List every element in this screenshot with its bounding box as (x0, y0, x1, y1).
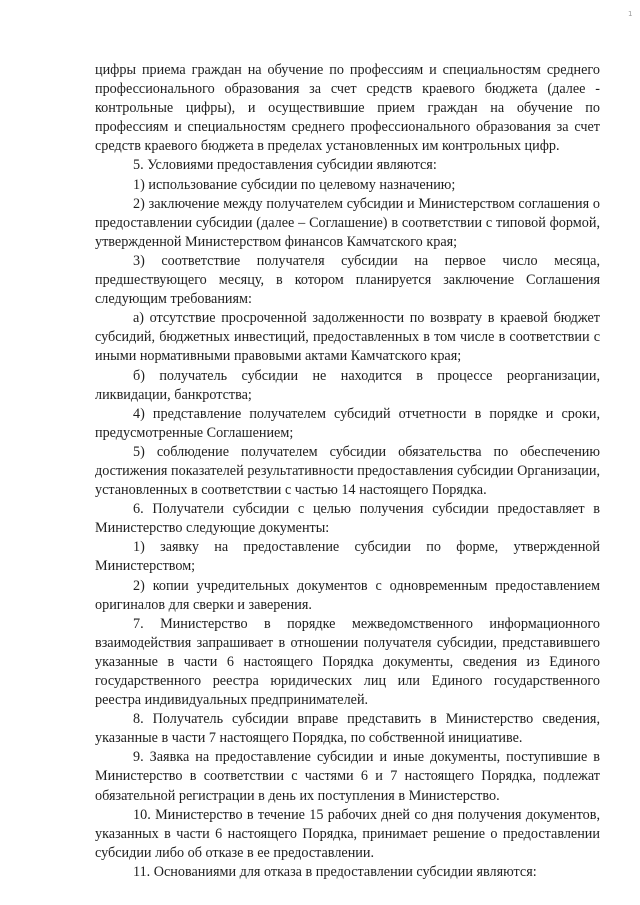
paragraph-clause-5-item-5: 5) соблюдение получателем субсидии обязательства по обеспечению достижения показателей результативности предоставления субсидии Организации, установленных в соответствии с частью 14 настоящего Порядка. (95, 443, 600, 499)
paragraph-clause-9: 9. Заявка на предоставление субсидии и иные документы, поступившие в Министерство в соответствии с частями 6 и 7 настоящего Порядка, подлежат обязательной регистрации в день их поступления в Министерство. (95, 749, 600, 804)
document-body (95, 61, 600, 882)
paragraph-clause-5-item-2: 2) заключение между получателем субсидии и Министерством соглашения о предоставлении субсидии (далее – Соглашение) в соответствии с типовой формой, утвержденной Министерством финансов Камчатского края; (95, 195, 600, 250)
paragraph-clause-5-item-3b: б) получатель субсидии не находится в процессе реорганизации, ликвидации, банкротства; (95, 367, 600, 403)
paragraph-clause-10: 10. Министерство в течение 15 рабочих дней со дня получения документов, указанных в части 6 настоящего Порядка, принимает решение о предоставлении субсидии либо об отказе в ее предоставлении. (95, 806, 600, 861)
paragraph-clause-6-item-2: 2) копии учредительных документов с одновременным предоставлением оригиналов для сверки и заверения. (95, 577, 600, 613)
paragraph-continuation: цифры приема граждан на обучение по профессиям и специальностям среднего профессионального образования за счет средств краевого бюджета (далее - контрольные цифры), и осуществившие прием граждан на обучение по профессиям и специальностям среднего профессионального образования за счет средств краевого бюджета в пределах установленных им контрольных цифр. (95, 62, 600, 155)
paragraph-clause-5-item-4: 4) представление получателем субсидий отчетности в порядке и сроки, предусмотренные Соглашением; (95, 405, 600, 441)
paragraph-clause-11: 11. Основаниями для отказа в предоставлении субсидии являются: (133, 863, 537, 880)
paragraph-clause-6: 6. Получатели субсидии с целью получения субсидии предоставляет в Министерство следующие документы: (95, 501, 600, 537)
page-side-mark: 1 (628, 10, 633, 18)
paragraph-clause-8: 8. Получатель субсидии вправе представить в Министерство сведения, указанные в части 7 настоящего Порядка, по собственной инициативе. (95, 711, 600, 747)
paragraph-clause-5-item-3: 3) соответствие получателя субсидии на первое число месяца, предшествующего месяцу, в котором планируется заключение Соглашения следующим требованиям: (95, 252, 600, 308)
paragraph-clause-5: 5. Условиями предоставления субсидии являются: (133, 157, 437, 174)
paragraph-clause-5-item-1: 1) использование субсидии по целевому назначению; (133, 176, 456, 193)
paragraph-clause-5-item-3a: а) отсутствие просроченной задолженности по возврату в краевой бюджет субсидий, бюджетных инвестиций, предоставленных в том числе в соответствии с иными нормативными правовыми актами Камчатского края; (95, 310, 600, 365)
paragraph-clause-7: 7. Министерство в порядке межведомственного информационного взаимодействия запрашивает в отношении получателя субсидии, представившего указанные в части 6 настоящего Порядка документы, сведения из Единого государственного реестра юридических лиц или Единого государственного реестра индивидуальных предпринимателей. (95, 615, 600, 709)
paragraph-clause-6-item-1: 1) заявку на предоставление субсидии по форме, утвержденной Министерством; (95, 539, 600, 575)
